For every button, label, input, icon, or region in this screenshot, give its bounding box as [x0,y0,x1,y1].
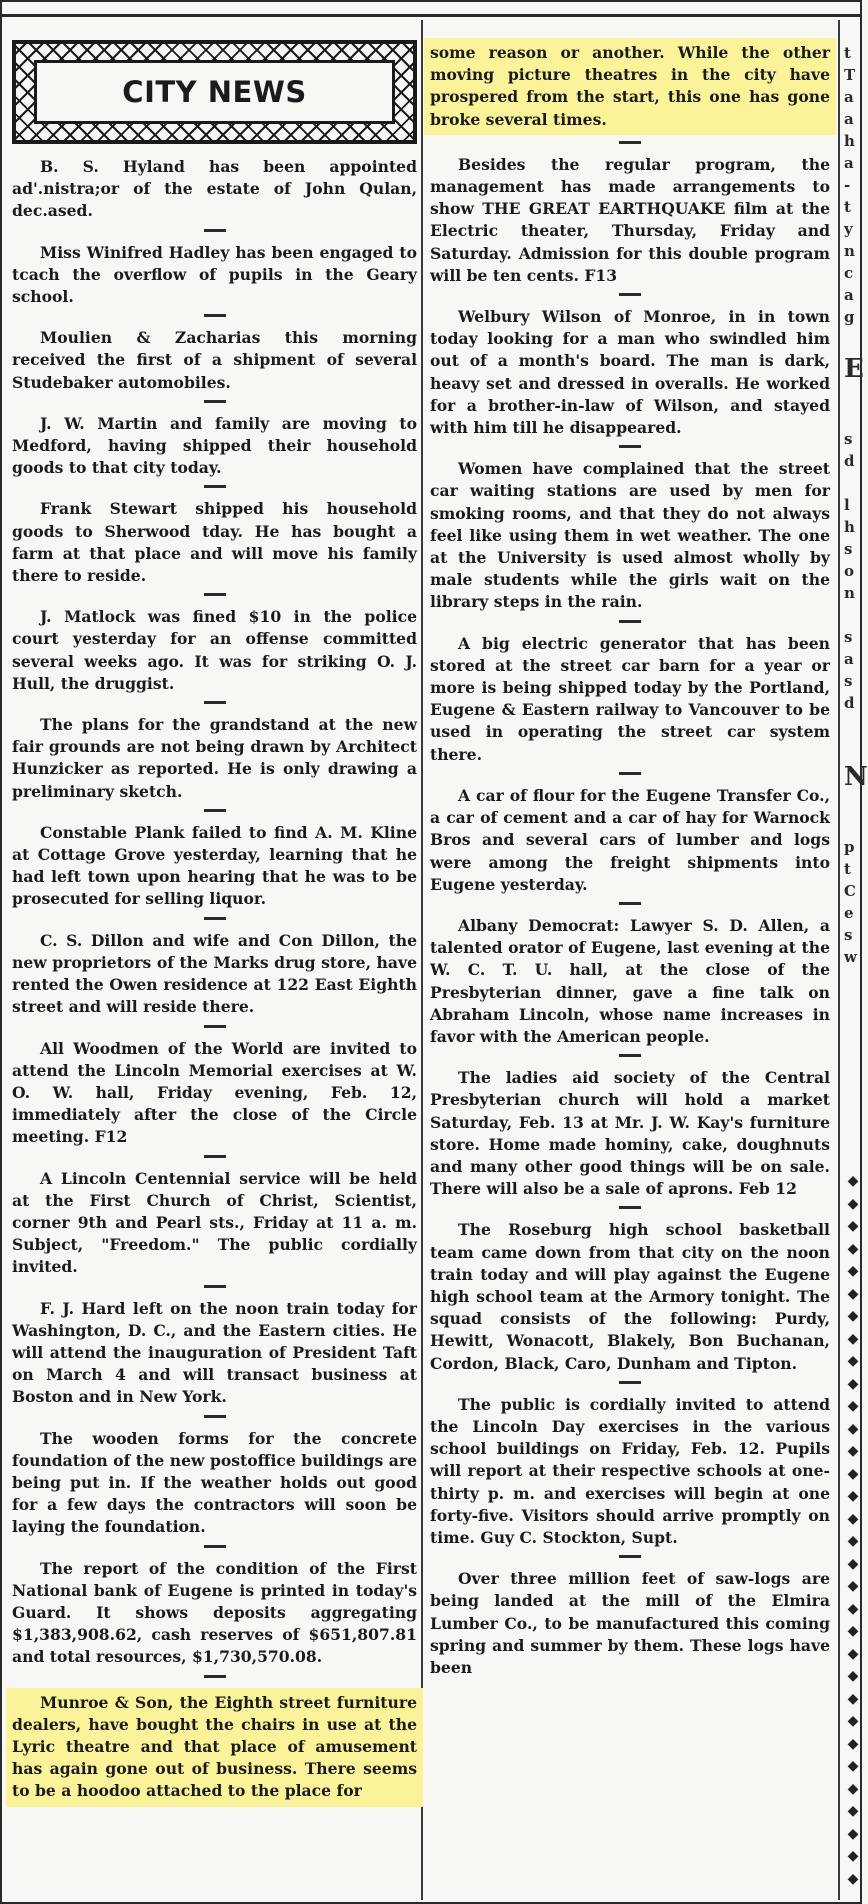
item-separator [204,1155,226,1158]
item-separator [619,1054,641,1057]
masthead-title: CITY NEWS [122,74,307,109]
edge-char: - [844,176,851,194]
news-item: Constable Plank failed to find A. M. Kline at Cottage Grove yesterday, learning that he had left town upon hearing that he was to be prosecuted for selling liquor. [12,822,417,909]
edge-char: c [844,264,854,282]
masthead-box [34,60,395,124]
edge-char: T [844,66,856,84]
news-item: C. S. Dillon and wife and Con Dillon, the new proprietors of the Marks drug store, have rented the Owen residence at 122 East Eighth street and will reside there. [12,930,417,1017]
news-item: A car of flour for the Eugene Transfer Co., a car of cement and a car of hay for Warnock Bros and several cars of lumber and logs were among the freight shipments into Eugene yesterday. [430,785,830,894]
edge-char: a [844,110,854,128]
item-separator [204,1675,226,1678]
edge-char: C [844,882,856,900]
item-separator [619,141,641,144]
edge-char: l [844,496,850,514]
edge-char: p [844,838,855,856]
item-separator [204,701,226,704]
edge-char: s [844,540,853,558]
item-separator [619,445,641,448]
edge-char: N [844,762,868,792]
news-item: J. W. Martin and family are moving to Medford, having shipped their household goods to that city today. [12,413,417,478]
news-item: The public is cordially invited to attend the Lincoln Day exercises in the various school buildings on Friday, Feb. 12. Pupils will report at their respective schools at one-thirty p. m. and exercises will begin at one forty-five. Visitors should arrive promptly on time. Guy C. Stockton, Supt. [430,1394,830,1547]
news-item: B. S. Hyland has been appointed ad'.nistra;or of the estate of John Qulan, dec.ased. [12,157,417,221]
edge-char: t [844,44,851,62]
news-item: The report of the condition of the First National bank of Eugene is printed in today's Guard. It shows deposits aggregating $1,383,908.62, cash reserves of $651,807.81 and total resources, $1,730,570.08. [12,1558,417,1667]
edge-char [844,604,862,626]
edge-char: s [844,672,853,690]
news-item: Moulien & Zacharias this morning received the first of a shipment of several Studebaker automobiles. [12,328,417,392]
edge-char: o [844,562,855,580]
edge-char: d [844,452,855,470]
edge-char: h [844,518,855,536]
edge-char: g [844,308,855,326]
item-separator [619,1206,641,1209]
news-item: J. Matlock was fined $10 in the police court yesterday for an offense committed several weeks ago. It was for striking O. J. Hull, the druggist. [12,607,417,693]
item-separator [204,1415,226,1418]
edge-char: n [844,242,855,260]
news-item: Women have complained that the street car waiting stations are used by men for smoking rooms, and that they do not always feel like using them in wet weather. The one at the University is used almost wholly by male students while the girls wait on the library steps in the rain. [430,459,830,612]
item-separator [619,772,641,775]
item-separator [619,293,641,296]
edge-char: a [844,88,854,106]
item-separator [619,620,641,623]
edge-char: a [844,286,854,304]
item-separator [204,1285,226,1288]
news-item: The plans for the grandstand at the new fair grounds are not being drawn by Architect Hunzicker as reported. He is only drawing a preliminary sketch. [12,715,417,801]
item-separator [204,314,226,317]
news-item: Welbury Wilson of Monroe, in in town today looking for a man who swindled him out of a month's board. The man is dark, heavy set and dressed in overalls. He worked for a brother-in-law of Wilson, and stayed with him till he disappeared. [430,307,830,438]
edge-char: s [844,430,853,448]
edge-char: s [844,628,853,646]
news-item: The Roseburg high school basketball team came down from that city on the noon train today and will play against the Eugene high school team at the Armory tonight. The squad consists of the following: Purdy, Hewitt, Wonacott, Blakely, Bon Buchanan, Cordon, Black, Caro, Dunham and Tipton. [430,1220,830,1373]
column-divider [421,20,423,1900]
edge-char: n [844,584,855,602]
edge-char: a [844,650,854,668]
edge-char: a [844,154,854,172]
news-item: Over three million feet of saw-logs are being landed at the mill of the Elmira Lumber Co., to be manufactured this coming spring and summer by them. These logs have been [430,1569,830,1677]
edge-char: y [844,220,853,238]
decorative-diamond-border: ◆ ◆ ◆ ◆ ◆ ◆ ◆ ◆ ◆ ◆ ◆ ◆ ◆ ◆ ◆ ◆ ◆ ◆ ◆ ◆ ◆ ◆ ◆ ◆ ◆ ◆ ◆ ◆ ◆ ◆ ◆ ◆ [847,1173,859,1887]
news-item: Besides the regular program, the management has made arrangements to show THE GREAT EARTHQUAKE film at the Electric theater, Thursday, Friday and Saturday. Admission for this double program will be ten cents. F13 [430,154,830,285]
edge-char: E [844,354,864,384]
news-item: Miss Winifred Hadley has been engaged to tcach the overflow of pupils in the Geary school. [12,242,417,307]
edge-char: e [844,904,854,922]
top-rule [2,14,860,17]
item-separator [204,485,226,488]
highlighted-news-item-continued: some reason or another. While the other moving picture theatres in the city have prospered from the start, this one has gone broke several times. [424,38,836,135]
edge-char: h [844,132,855,150]
highlighted-news-item: Munroe & Son, the Eighth street furniture dealers, have bought the chairs in use at the Lyric theatre and that place of amusement has again gone out of business. There seems to be a hoodoo attached to the place for [6,1688,423,1807]
city-news-masthead [12,40,417,144]
item-separator [204,917,226,920]
news-item: F. J. Hard left on the noon train today for Washington, D. C., and the Eastern cities. He will attend the inauguration of President Taft on March 4 and will transact business at Boston and in New York. [12,1298,417,1407]
news-item: All Woodmen of the World are invited to attend the Lincoln Memorial exercises at W. O. W. hall, Friday evening, Feb. 12, immediately after the close of the Circle meeting. F12 [12,1038,417,1147]
edge-char [844,472,862,494]
edge-char [844,736,862,758]
left-column [12,30,417,1811]
edge-char [844,328,862,350]
right-column [430,30,830,1683]
news-item: The wooden forms for the concrete foundation of the new postoffice buildings are being put in. If the weather holds out good for a few days the contractors will soon be laying the foundation. [12,1428,417,1537]
edge-char [844,814,862,836]
adjacent-column-fragment [844,42,868,968]
news-item: Albany Democrat: Lawyer S. D. Allen, a talented orator of Eugene, last evening at the W. C. T. U. hall, at the close of the Presbyterian dinner, gave a fine talk on Abraham Lincoln, whose name increases in favor with the American people. [430,915,830,1046]
edge-char [844,406,862,428]
edge-char: s [844,926,853,944]
edge-char: t [844,860,851,878]
edge-char: d [844,694,855,712]
edge-char: w [844,948,857,966]
item-separator [619,902,641,905]
item-separator [619,1555,641,1558]
news-item: Frank Stewart shipped his household goods to Sherwood tday. He has bought a farm at that place and will move his family there to reside. [12,499,417,586]
item-separator [204,809,226,812]
item-separator [204,1545,226,1548]
item-separator [204,400,226,403]
edge-char [844,714,862,736]
news-item: A big electric generator that has been stored at the street car barn for a year or more is being shipped today by the Portland, Eugene & Eastern railway to Vancouver to be used in operating the street car system there. [430,633,830,764]
news-item: A Lincoln Centennial service will be held at the First Church of Christ, Scientist, corner 9th and Pearl sts., Friday at 11 a. m. Subject, "Freedom." The public cordially invited. [12,1168,417,1277]
item-separator [619,1381,641,1384]
item-separator [204,1025,226,1028]
news-item: The ladies aid society of the Central Presbyterian church will hold a market Saturday, Feb. 13 at Mr. J. W. Kay's furniture store. Home made hominy, cake, doughnuts and many other good things will be on sale. There will also be a sale of aprons. Feb 12 [430,1068,830,1199]
right-column-edge [838,20,840,1900]
item-separator [204,593,226,596]
item-separator [204,229,226,232]
edge-char: t [844,198,851,216]
